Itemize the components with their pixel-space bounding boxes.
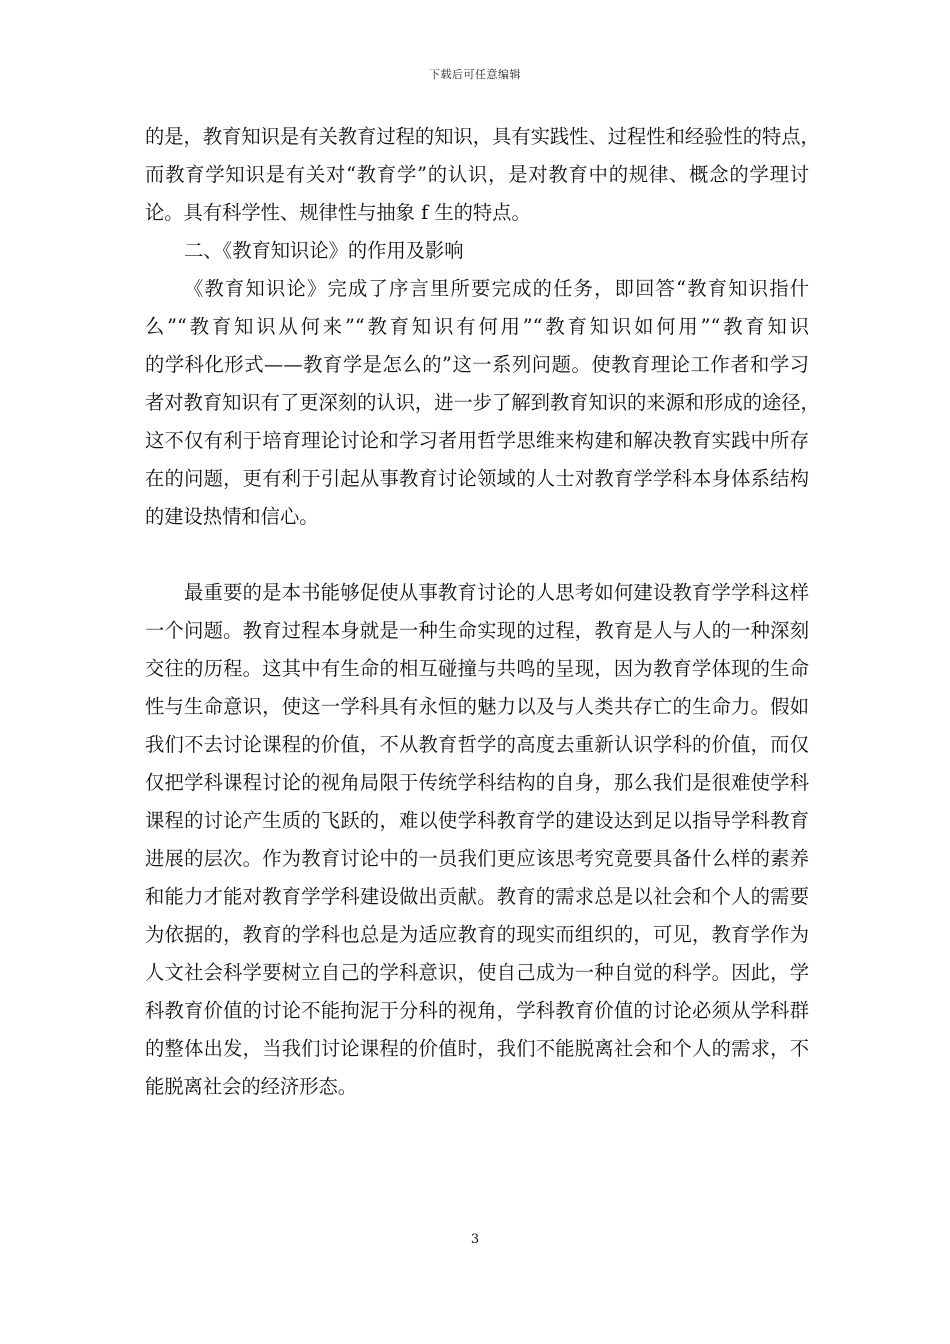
text-line: 能脱离社会的经济形态。 <box>145 1075 358 1098</box>
text-line: 论。具有科学性、规律性与抽象 f 生的特点。 <box>145 201 531 224</box>
paragraph-spacing <box>145 536 809 574</box>
text-line: 的整体出发，当我们讨论课程的价值时，我们不能脱离社会和个人的需求，不 <box>145 1037 809 1060</box>
page-header: 下载后可任意编辑 <box>429 68 521 81</box>
text-line: 一个问题。教育过程本身就是一种生命实现的过程，教育是人与人的一种深刻 <box>145 619 809 642</box>
text-line: 么”“教育知识从何来”“教育知识有何用”“教育知识如何用”“教育知识 <box>145 315 809 338</box>
text-line: 而教育学知识是有关对“教育学”的认识，是对教育中的规律、概念的学理讨 <box>145 163 809 186</box>
text-line: 和能力才能对教育学学科建设做出贡献。教育的需求总是以社会和个人的需要 <box>145 885 809 908</box>
text-line: 《教育知识论》完成了序言里所要完成的任务，即回答“教育知识指什 <box>184 277 809 300</box>
text-line: 在的问题，更有利于引起从事教育讨论领域的人士对教育学学科本身体系结构 <box>145 467 809 490</box>
text-line: 最重要的是本书能够促使从事教育讨论的人思考如何建设教育学学科这样 <box>184 581 809 604</box>
text-line: 的建设热情和信心。 <box>145 505 319 528</box>
text-line: 人文社会科学要树立自己的学科意识，使自己成为一种自觉的科学。因此，学 <box>145 961 809 984</box>
text-line: 这不仅有利于培育理论讨论和学习者用哲学思维来构建和解决教育实践中所存 <box>145 429 809 452</box>
page-number: 3 <box>470 1232 480 1247</box>
text-line: 我们不去讨论课程的价值，不从教育哲学的高度去重新认识学科的价值，而仅 <box>145 733 809 756</box>
section-heading: 二、《教育知识论》的作用及影响 <box>184 239 464 262</box>
text-line: 的学科化形式——教育学是怎么的”这一系列问题。使教育理论工作者和学习 <box>145 353 809 376</box>
text-line: 仅把学科课程讨论的视角局限于传统学科结构的自身，那么我们是很难使学科 <box>145 771 809 794</box>
text-line: 科教育价值的讨论不能拘泥于分科的视角，学科教育价值的讨论必须从学科群 <box>145 999 809 1022</box>
text-line: 交往的历程。这其中有生命的相互碰撞与共鸣的呈现，因为教育学体现的生命 <box>145 657 809 680</box>
text-line: 性与生命意识，使这一学科具有永恒的魅力以及与人类共存亡的生命力。假如 <box>145 695 809 718</box>
text-line: 进展的层次。作为教育讨论中的一员我们更应该思考究竟要具备什么样的素养 <box>145 847 809 870</box>
text-line: 的是，教育知识是有关教育过程的知识，具有实践性、过程性和经验性的特点， <box>145 125 820 148</box>
text-line: 为依据的，教育的学科也总是为适应教育的现实而组织的，可见，教育学作为 <box>145 923 809 946</box>
text-line: 者对教育知识有了更深刻的认识，进一步了解到教育知识的来源和形成的途径， <box>145 391 820 414</box>
text-line: 课程的讨论产生质的飞跃的，难以使学科教育学的建设达到足以指导学科教育 <box>145 809 809 832</box>
document-body <box>145 118 820 1106</box>
